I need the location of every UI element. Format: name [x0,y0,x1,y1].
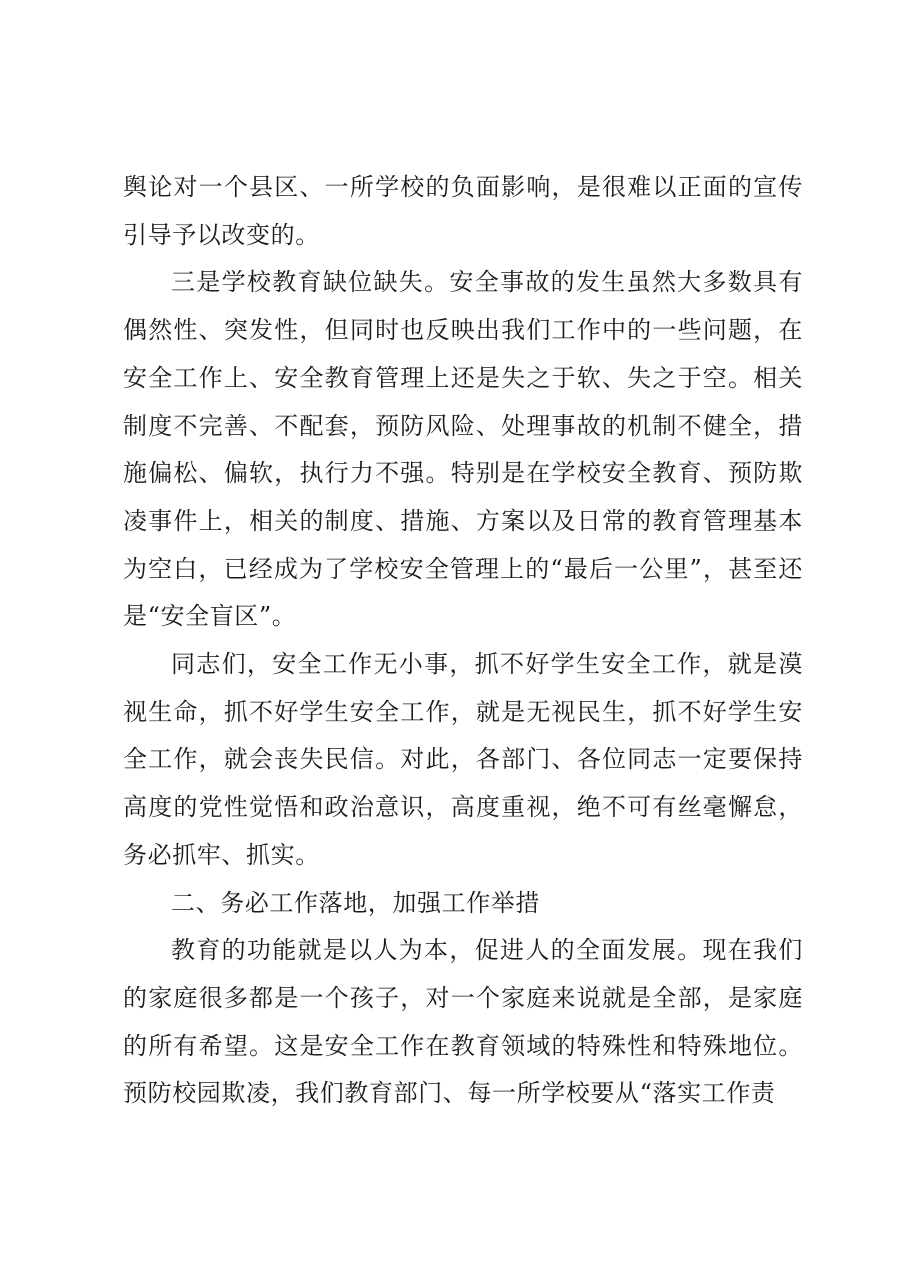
paragraph-education-gap: 三是学校教育缺位缺失。安全事故的发生虽然大多数具有偶然性、突发性，但同时也反映出我们工作中的一些问题，在安全工作上、安全教育管理上还是失之于软、失之于空。相关制度不完善、不配套，预防风险、处理事故的机制不健全，措施偏松、偏软，执行力不强。特别是在学校安全教育、预防欺凌事件上，相关的制度、措施、方案以及日常的教育管理基本为空白，已经成为了学校安全管理上的“最后一公里”，甚至还是“安全盲区”。 [123,268,803,631]
paragraph-continuation: 舆论对一个县区、一所学校的负面影响，是很难以正面的宣传引导予以改变的。 [123,173,803,249]
body-text [123,164,803,1118]
section-heading: 二、务必工作落地，加强工作举措 [171,888,540,917]
paragraph-comrades: 同志们，安全工作无小事，抓不好学生安全工作，就是漠视生命，抓不好学生安全工作，就是无视民生，抓不好学生安全工作，就会丧失民信。对此，各部门、各位同志一定要保持高度的党性觉悟和政治意识，高度重视，绝不可有丝毫懈怠，务必抓牢、抓实。 [123,650,803,869]
paragraph-education-function: 教育的功能就是以人为本，促进人的全面发展。现在我们的家庭很多都是一个孩子，对一个家庭来说就是全部，是家庭的所有希望。这是安全工作在教育领域的特殊性和特殊地位。预防校园欺凌，我们教育部门、每一所学校要从“落实工作责 [123,936,803,1108]
